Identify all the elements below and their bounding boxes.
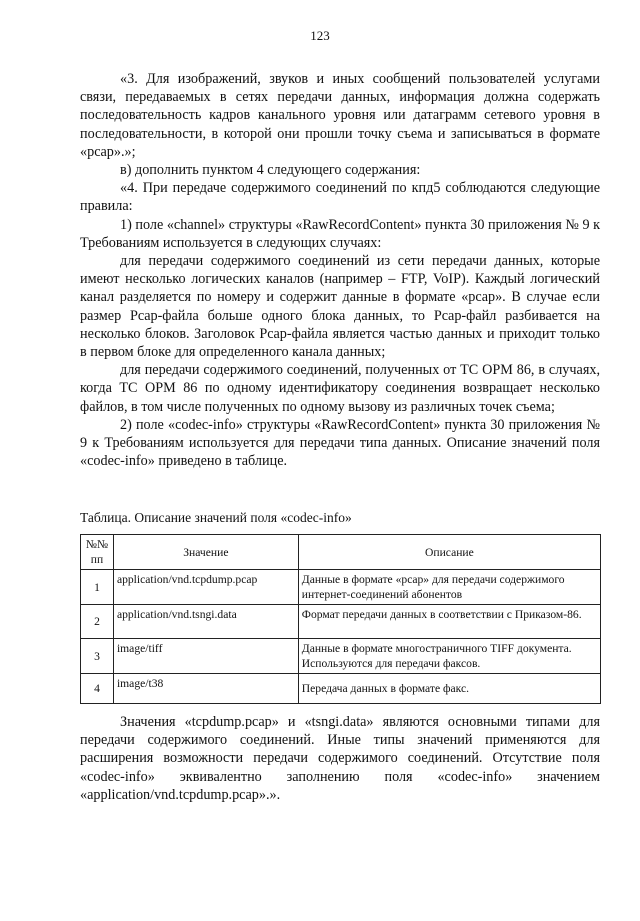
codec-info-table: [80, 534, 601, 704]
row-value: image/tiff: [113, 639, 298, 674]
row-num: 3: [81, 639, 114, 674]
table-header-row: [81, 535, 601, 570]
row-description: Формат передачи данных в соответствии с Приказом-86.: [298, 605, 600, 639]
row-value: application/vnd.tcpdump.pcap: [113, 570, 298, 605]
paragraph-item-4: «4. При передаче содержимого соединений по кпд5 соблюдаются следующие правила:: [80, 180, 600, 215]
closing-text: [80, 713, 600, 804]
header-value: Значение: [113, 535, 298, 570]
table-row: [81, 674, 601, 704]
table-row: [81, 605, 601, 639]
table-row: [81, 570, 601, 605]
row-value: application/vnd.tsngi.data: [113, 605, 298, 639]
paragraph-logical-channels: для передачи содержимого соединений из сети передачи данных, которые имеют несколько логических каналов (например – FTP, VoIP). Каждый логический канал разделяется по номеру и содержит данные в формате «pcap». В случае если размер Pcap-файла больше одного блока данных, то Pcap-файл разбивается на несколько блоков. Заголовок Pcap-файла является частью данных и приходит только в первом блоке для определенного канала данных;: [80, 253, 600, 361]
table-caption: Таблица. Описание значений поля «codec-info»: [80, 510, 352, 525]
row-description: Данные в формате многостраничного TIFF документа. Используются для передачи факсов.: [298, 639, 600, 674]
paragraph-closing: Значения «tcpdump.pcap» и «tsngi.data» являются основными типами для передачи содержимого соединений. Иные типы значений применяются для расширения возможности передачи содержимого соединений. Отсутствие поля «codec-info» эквивалентно заполнению поля «codec-info» значением «application/vnd.tcpdump.pcap».».: [80, 714, 600, 803]
row-description: Передача данных в формате факс.: [298, 674, 600, 704]
paragraph-orm-86: для передачи содержимого соединений, полученных от ТС ОРМ 86, в случаях, когда ТС ОРМ 86 по одному идентификатору соединения возвращает несколько файлов, в том числе полученных по одному вызову из различных точек съема;: [80, 362, 600, 415]
table-row: [81, 639, 601, 674]
row-num: 4: [81, 674, 114, 704]
header-description: Описание: [298, 535, 600, 570]
row-num: 1: [81, 570, 114, 605]
body-text: [80, 70, 600, 470]
paragraph-subitem-2: 2) поле «codec-info» структуры «RawRecordContent» пункта 30 приложения № 9 к Требованиям используется для передачи типа данных. Описание значений поля «codec-info» приведено в таблице.: [80, 416, 600, 470]
paragraph-item-3: «3. Для изображений, звуков и иных сообщений пользователей услугами связи, передаваемых в сетях передачи данных, информация должна содержать последовательность кадров канального уровня или датаграмм сетевого уровня в последовательности, в которой они прошли точку съема и записываться в формате «pcap».»;: [80, 71, 600, 160]
row-value: image/t38: [113, 674, 298, 704]
paragraph-subitem-1: 1) поле «channel» структуры «RawRecordContent» пункта 30 приложения № 9 к Требованиям используется в следующих случаях:: [80, 216, 600, 251]
row-description: Данные в формате «pcap» для передачи содержимого интернет-соединений абонентов: [298, 570, 600, 605]
header-num: №№ пп: [81, 535, 114, 570]
paragraph-amendment-v: в) дополнить пунктом 4 следующего содержания:: [120, 162, 421, 179]
page-number: 123: [310, 28, 330, 43]
row-num: 2: [81, 605, 114, 639]
